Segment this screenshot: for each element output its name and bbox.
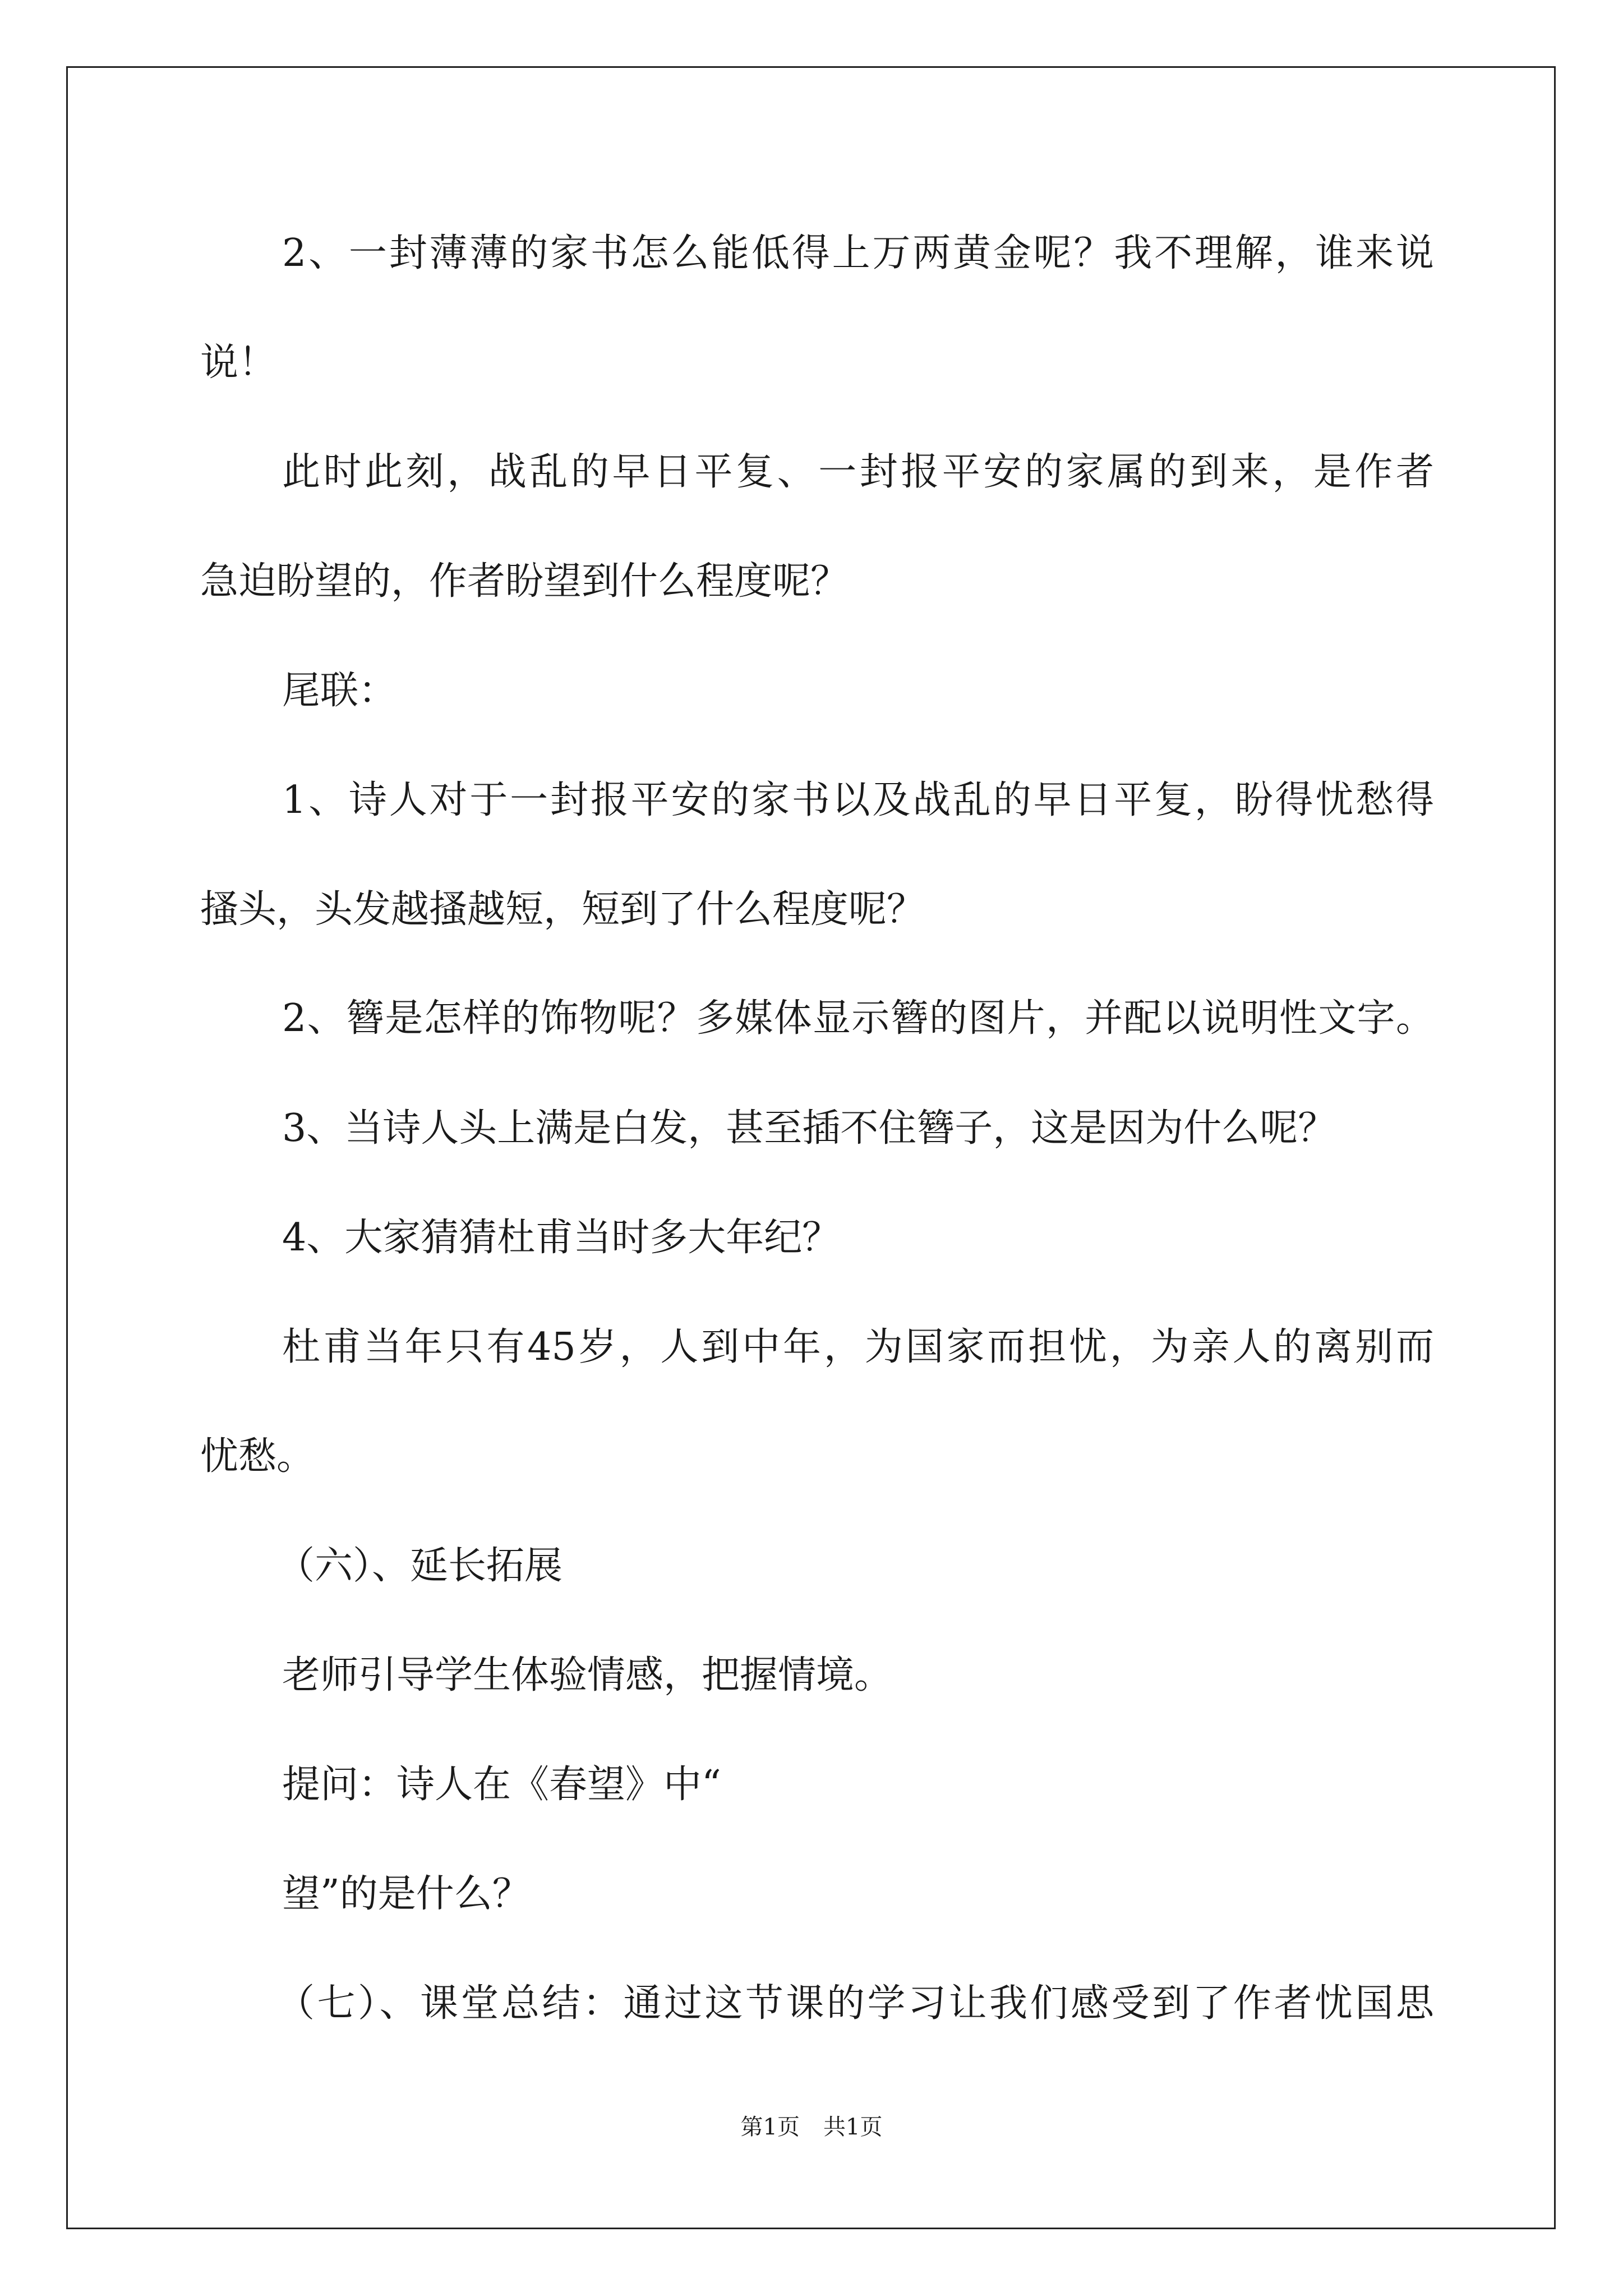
section-heading: 尾联： <box>282 669 397 713</box>
paragraph-line: 杜甫当年只有45岁，人到中年，为国家而担忧，为亲人的离别而 <box>282 1325 1434 1369</box>
paragraph-line: 提问：诗人在《春望》中“ <box>282 1763 721 1807</box>
paragraph-line: 此时此刻，战乱的早日平复、一封报平安的家属的到来，是作者 <box>282 450 1434 494</box>
paragraph-line: 2、一封薄薄的家书怎么能低得上万两黄金呢？我不理解，谁来说 <box>282 231 1434 275</box>
paragraph-line: 说！ <box>200 341 277 385</box>
section-heading: （六）、延长拓展 <box>276 1544 563 1588</box>
paragraph-line: 4、大家猜猜杜甫当时多大年纪？ <box>282 1216 841 1260</box>
paragraph-line: 忧愁。 <box>200 1434 315 1479</box>
paragraph-line: 搔头，头发越搔越短，短到了什么程度呢？ <box>200 887 925 932</box>
page-number-total: 共1页 <box>823 2114 883 2140</box>
paragraph-line: 望”的是什么？ <box>282 1872 531 1916</box>
paragraph-line: 1、诗人对于一封报平安的家书以及战乱的早日平复，盼得忧愁得 <box>282 778 1434 822</box>
page-footer <box>0 2116 1623 2138</box>
page-number-current: 第1页 <box>740 2114 800 2140</box>
paragraph-line: 急迫盼望的，作者盼望到什么程度呢？ <box>200 559 849 604</box>
paragraph-line: （七）、课堂总结：通过这节课的学习让我们感受到了作者忧国思 <box>276 1981 1434 2026</box>
paragraph-line: 老师引导学生体验情感，把握情境。 <box>282 1653 893 1697</box>
paragraph-line: 2、簪是怎样的饰物呢？多媒体显示簪的图片，并配以说明性文字。 <box>282 996 1434 1041</box>
paragraph-line: 3、当诗人头上满是白发，甚至插不住簪子，这是因为什么呢？ <box>282 1106 1336 1151</box>
